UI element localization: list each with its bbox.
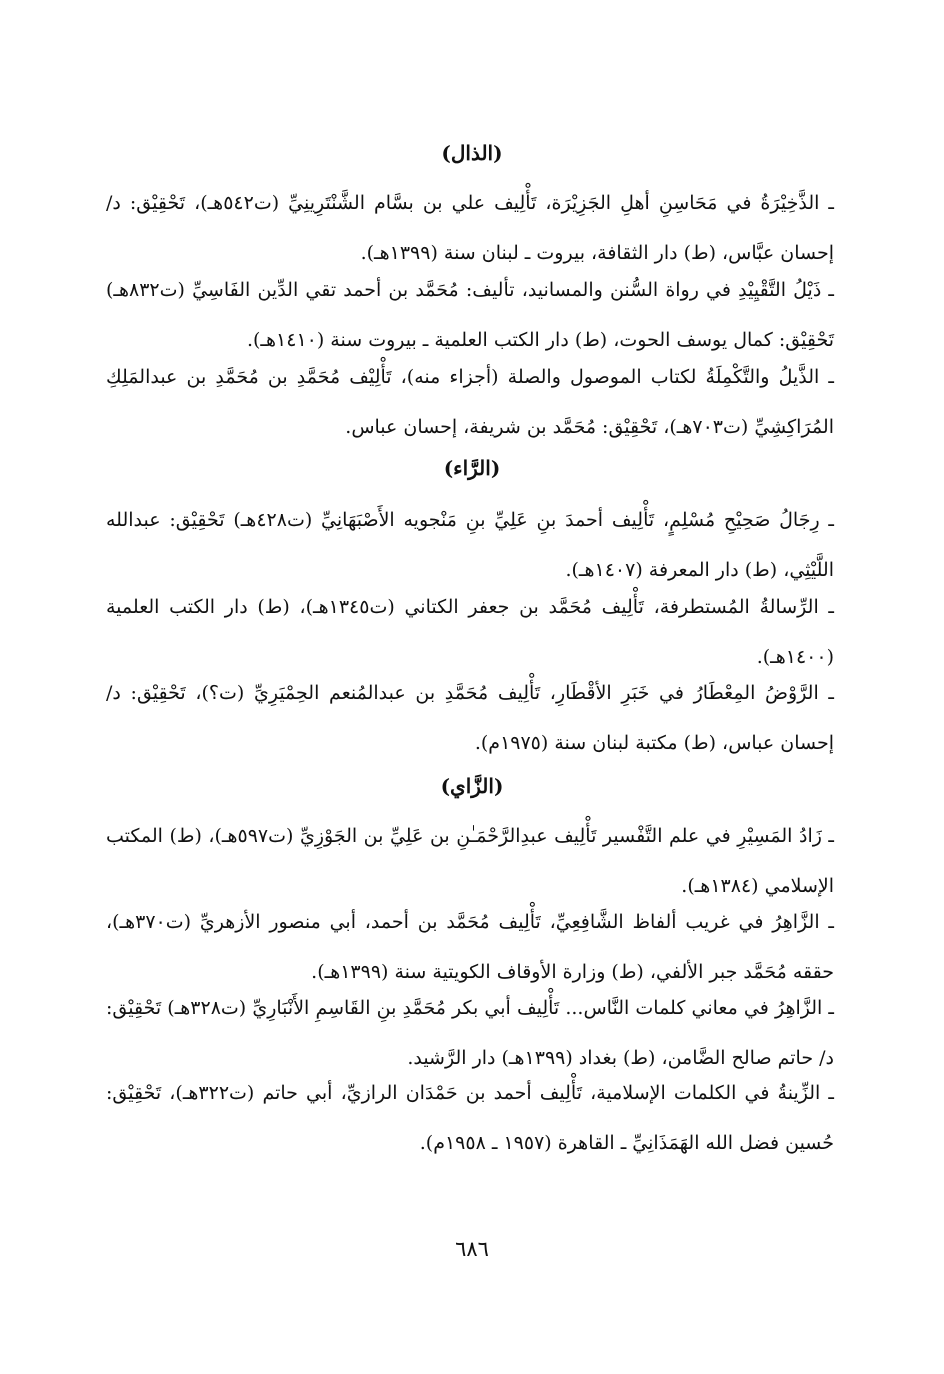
bibliography-entry: ـ زَادُ المَسِيْرِ في علم التَّفْسير تَأْلِيف عبدِالرَّحْمَـٰنِ بن عَلِيِّ بن الجَوْزِيِّ (ت٥٩٧هـ)، (ط) المكتب الإسلامي (١٣٨٤هـ). — [106, 825, 834, 897]
bibliography-entry: ـ الزَّاهِرُ في معاني كلمات النَّاس... تَأْلِيف أبي بكر مُحَمَّدِ بنِ القَاسِمِ الأَنْبَارِيِّ (ت٣٢٨هـ) تَحْقِيْق: د/ حاتم صالح الضَّامن، (ط) بغداد (١٣٩٩هـ) دار الرَّشيد. — [106, 997, 834, 1069]
bibliography-entry: ـ الرَّوْضُ المِعْطَارُ في خَبَرِ الأقْطَارِ، تَأْلِيف مُحَمَّدِ بن عبدالمُنعم الحِمْيَرِيِّ (ت؟)، تَحْقِيْق: د/ إحسان عباس، (ط) مكتبة لبنان سنة (١٩٧٥م). — [106, 682, 834, 754]
section-heading-ra: (الرَّاء) — [443, 456, 501, 480]
bibliography-entry: ـ الزِّينةُ في الكلمات الإسلامية، تَأْلِيف أحمد بن حَمْدَان الرازيِّ، أبي حاتم (ت٣٢٢هـ)، تَحْقِيْق: حُسين فضل الله الهَمَذَانِيِّ ـ القاهرة (١٩٥٧ ـ ١٩٥٨م). — [106, 1082, 834, 1154]
bibliography-entry: ـ الرِّسالةُ المُستطرفة، تَأْلِيف مُحَمَّد بن جعفر الكتاني (ت١٣٤٥هـ)، (ط) دار الكتب العلمية (١٤٠٠هـ). — [106, 596, 834, 668]
section-heading-dhal: (الذال) — [441, 141, 503, 165]
bibliography-entry: ـ ذَيْلُ التَّقْيِيْدِ في رواة السُّنن والمسانيد، تأليف: مُحَمَّد بن أحمد تقي الدِّين الفَاسِيِّ (ت٨٣٢هـ) تَحْقِيْق: كمال يوسف الحوت، (ط) دار الكتب العلمية ـ بيروت سنة (١٤١٠هـ). — [106, 279, 834, 351]
page-number: ٦٨٦ — [455, 1237, 489, 1261]
section-heading-zay: (الزَّاي) — [440, 774, 504, 798]
bibliography-entry: ـ الزَّاهِرُ في غريب ألفاظ الشَّافِعِيِّ، تَأْلِيف مُحَمَّد بن أحمد، أبي منصور الأزهريِّ (ت٣٧٠هـ)، حققه مُحَمَّد جبر الألفي، (ط) وزارة الأوقاف الكويتية سنة (١٣٩٩هـ). — [106, 911, 834, 983]
bibliography-entry: ـ رِجَالُ صَحِيْحِ مُسْلِمٍ، تَأْلِيف أحمدَ بنِ عَلِيِّ بنِ مَنْجويه الأَصْبَهَانِيِّ (ت٤٢٨هـ) تَحْقِيْق: عبدالله اللَّيْثِي، (ط) دار المعرفة (١٤٠٧هـ). — [106, 509, 834, 581]
bibliography-entry: ـ الذَّيلُ والتَّكْمِلَةُ لكتاب الموصول والصلة (أجزاء منه)، تَأْلِيْف مُحَمَّدِ بن مُحَمَّدِ بن عبدالمَلِكِ المُرَاكِشِيِّ (ت٧٠٣هـ)، تَحْقِيْق: مُحَمَّد بن شريفة، إحسان عباس. — [106, 366, 834, 438]
bibliography-entry: ـ الذَّخِيْرَةُ في مَحَاسِنِ أهلِ الجَزِيْرَة، تَأْلِيف علي بن بسَّام الشَّنْتَرِينِيِّ (ت٥٤٢هـ)، تَحْقِيْق: د/ إحسان عبَّاس، (ط) دار الثقافة، بيروت ـ لبنان سنة (١٣٩٩هـ). — [106, 192, 834, 264]
